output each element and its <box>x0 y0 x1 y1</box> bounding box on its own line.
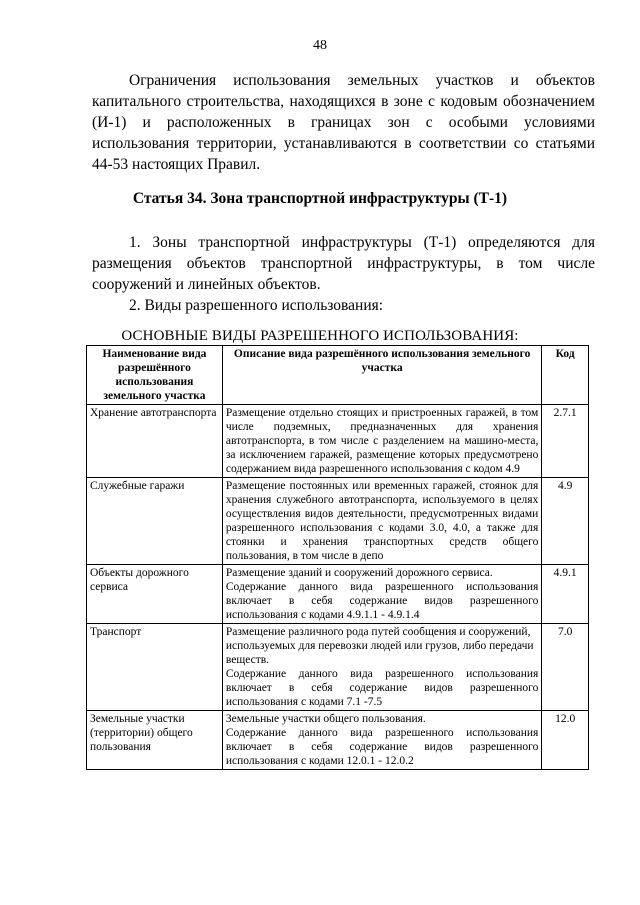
row-code-cell: 4.9.1 <box>542 565 589 624</box>
row-description-content: Содержание данного вида разрешенного использования включает в себя содержание видов разрешенного использования с кодами 4.9.1.1 - 4.9.1.4 <box>225 581 539 621</box>
table-row <box>87 405 589 478</box>
row-description-cell <box>222 565 541 624</box>
land-use-table <box>86 345 589 770</box>
table-row <box>87 711 589 770</box>
row-description-cell <box>222 711 541 770</box>
intro-paragraph: Ограничения использования земельных участков и объектов капитального строительства, находящихся в зоне с кодовым обозначением (И-1) и расположенных в границах зон с особыми условиями использования территории, устанавливаются в соответствии со статьями 44-53 настоящих Правил. <box>92 72 595 173</box>
row-description: Размещение зданий и сооружений дорожного сервиса. <box>225 567 493 579</box>
header-description: Описание вида разрешённого использования земельного участка <box>222 346 541 405</box>
point-1-paragraph: 1. Зоны транспортной инфраструктуры (Т-1) определяются для размещения объектов транспортной инфраструктуры, в том числе сооружений и линейных объектов. <box>92 234 595 293</box>
row-code-cell: 2.7.1 <box>542 405 589 478</box>
row-code-cell: 12.0 <box>542 711 589 770</box>
table-row <box>87 478 589 565</box>
row-name-cell: Хранение автотранспорта <box>87 405 223 478</box>
table-row <box>87 565 589 624</box>
row-description: Размещение отдельно стоящих и пристроенных гаражей, в том числе подземных, предназначенных для хранения автотранспорта, в том числе с разделением на машино-места, за исключением гаражей, размещение которых предусмотрено содержанием вида разрешенного использования с кодом 4.9 <box>225 407 539 475</box>
row-description-cell <box>222 405 541 478</box>
table-row <box>87 624 589 711</box>
row-name-cell: Служебные гаражи <box>87 478 223 565</box>
header-code: Код <box>542 346 589 405</box>
point-2-paragraph: 2. Виды разрешенного использования: <box>129 297 384 314</box>
row-description: Земельные участки общего пользования. <box>225 713 426 725</box>
row-name-cell: Транспорт <box>87 624 223 711</box>
row-description: Размещение различного рода путей сообщения и сооружений, используемых для перевозки людей или грузов, либо передачи веществ. <box>225 626 534 666</box>
row-name-cell: Объекты дорожного сервиса <box>87 565 223 624</box>
row-description-cell <box>222 478 541 565</box>
table-title: ОСНОВНЫЕ ВИДЫ РАЗРЕШЕННОГО ИСПОЛЬЗОВАНИЯ: <box>121 328 519 344</box>
row-description-cell <box>222 624 541 711</box>
row-description: Размещение постоянных или временных гаражей, стоянок для хранения служебного автотранспорта, используемого в целях осуществления видов деятельности, предусмотренных видами разрешенного использования с кодами 3.0, 4.0, а также для стоянки и хранения транспортных средств общего пользования, в том числе в депо <box>225 480 539 562</box>
row-name-cell: Земельные участки (территории) общего пользования <box>87 711 223 770</box>
row-code-cell: 4.9 <box>542 478 589 565</box>
header-name: Наименование вида разрешённого использования земельного участка <box>87 346 223 405</box>
row-description-content: Содержание данного вида разрешенного использования включает в себя содержание видов разрешенного использования с кодами 12.0.1 - 12.0.2 <box>225 727 539 767</box>
article-heading: Статья 34. Зона транспортной инфраструктуры (Т-1) <box>132 190 508 207</box>
row-code-cell: 7.0 <box>542 624 589 711</box>
page-number: 48 <box>313 38 327 53</box>
table-header-row <box>87 346 589 405</box>
row-description-content: Содержание данного вида разрешенного использования включает в себя содержание видов разрешенного использования с кодами 7.1 -7.5 <box>225 668 539 708</box>
